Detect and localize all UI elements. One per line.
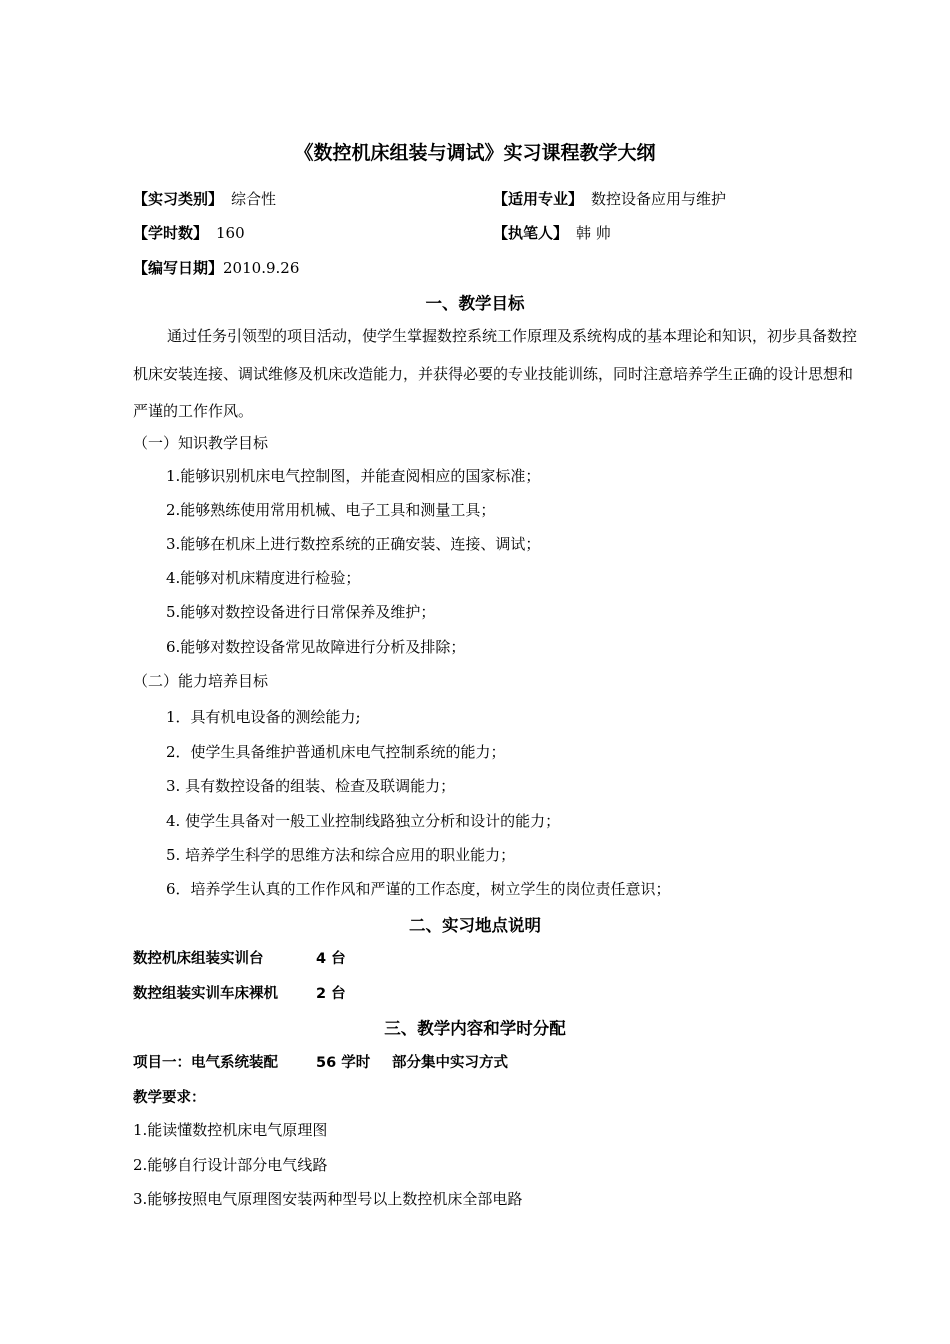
location-row (133, 947, 346, 968)
ability-item: 2．使学生具备维护普通机床电气控制系统的能力； (166, 743, 506, 761)
location-row (133, 982, 346, 1003)
requirements-heading: 教学要求： (133, 1090, 206, 1106)
meta-author-label: 【执笔人】 (493, 224, 569, 242)
location-name: 数控组装实训车床裸机 (133, 986, 278, 1002)
meta-date (133, 257, 299, 278)
document-title: 《数控机床组装与调试》实习课程教学大纲 (294, 142, 656, 164)
location-name: 数控机床组装实训台 (133, 951, 264, 967)
location-qty: 4 台 (316, 951, 346, 967)
project-line (133, 1051, 508, 1072)
section1-heading: 一、教学目标 (425, 294, 525, 313)
ability-item: 6．培养学生认真的工作作风和严谨的工作态度，树立学生的岗位责任意识； (166, 880, 671, 898)
knowledge-item: 1.能够识别机床电气控制图，并能查阅相应的国家标准； (166, 467, 541, 485)
ability-item: 5. 培养学生科学的思维方法和综合应用的职业能力； (166, 846, 516, 864)
section1-intro: 通过任务引领型的项目活动，使学生掌握数控系统工作原理及系统构成的基本理论和知识，初步具备数控机床安装连接、调试维修及机床改造能力，并获得必要的专业技能训练，同时注意培养学生正确的设计思想和严谨的工作作风。 (133, 327, 858, 420)
meta-author (493, 222, 611, 243)
meta-date-value: 2010.9.26 (223, 259, 300, 277)
meta-hours-value: 160 (216, 224, 245, 242)
knowledge-heading: （一）知识教学目标 (133, 434, 269, 452)
meta-major-value: 数控设备应用与维护 (591, 190, 727, 208)
requirement-item: 3.能够按照电气原理图安装两种型号以上数控机床全部电路 (133, 1190, 523, 1208)
knowledge-item: 2.能够熟练使用常用机械、电子工具和测量工具； (166, 501, 496, 519)
project-name: 项目一：电气系统装配 (133, 1055, 278, 1071)
knowledge-item: 5.能够对数控设备进行日常保养及维护； (166, 603, 436, 621)
meta-author-value: 韩 帅 (576, 224, 611, 242)
meta-category-label: 【实习类别】 (133, 190, 224, 208)
meta-hours-label: 【学时数】 (133, 224, 209, 242)
project-mode: 部分集中实习方式 (392, 1055, 508, 1071)
knowledge-item: 3.能够在机床上进行数控系统的正确安装、连接、调试； (166, 535, 541, 553)
knowledge-item: 4.能够对机床精度进行检验； (166, 569, 361, 587)
section2-heading: 二、实习地点说明 (409, 916, 541, 935)
location-qty: 2 台 (316, 986, 346, 1002)
section3-heading: 三、教学内容和学时分配 (384, 1019, 566, 1038)
meta-major (493, 188, 726, 209)
meta-major-label: 【适用专业】 (493, 190, 584, 208)
meta-date-label: 【编写日期】 (133, 259, 224, 277)
meta-hours (133, 222, 245, 243)
knowledge-item: 6.能够对数控设备常见故障进行分析及排除； (166, 638, 466, 656)
requirement-item: 2.能够自行设计部分电气线路 (133, 1156, 328, 1174)
ability-item: 4. 使学生具备对一般工业控制线路独立分析和设计的能力； (166, 812, 561, 830)
meta-category-value: 综合性 (231, 190, 277, 208)
requirement-item: 1.能读懂数控机床电气原理图 (133, 1121, 328, 1139)
ability-heading: （二）能力培养目标 (133, 672, 269, 690)
meta-category (133, 188, 276, 209)
ability-item: 1．具有机电设备的测绘能力; (166, 708, 361, 726)
project-hours: 56 学时 (316, 1055, 371, 1071)
ability-item: 3. 具有数控设备的组装、检查及联调能力； (166, 777, 456, 795)
